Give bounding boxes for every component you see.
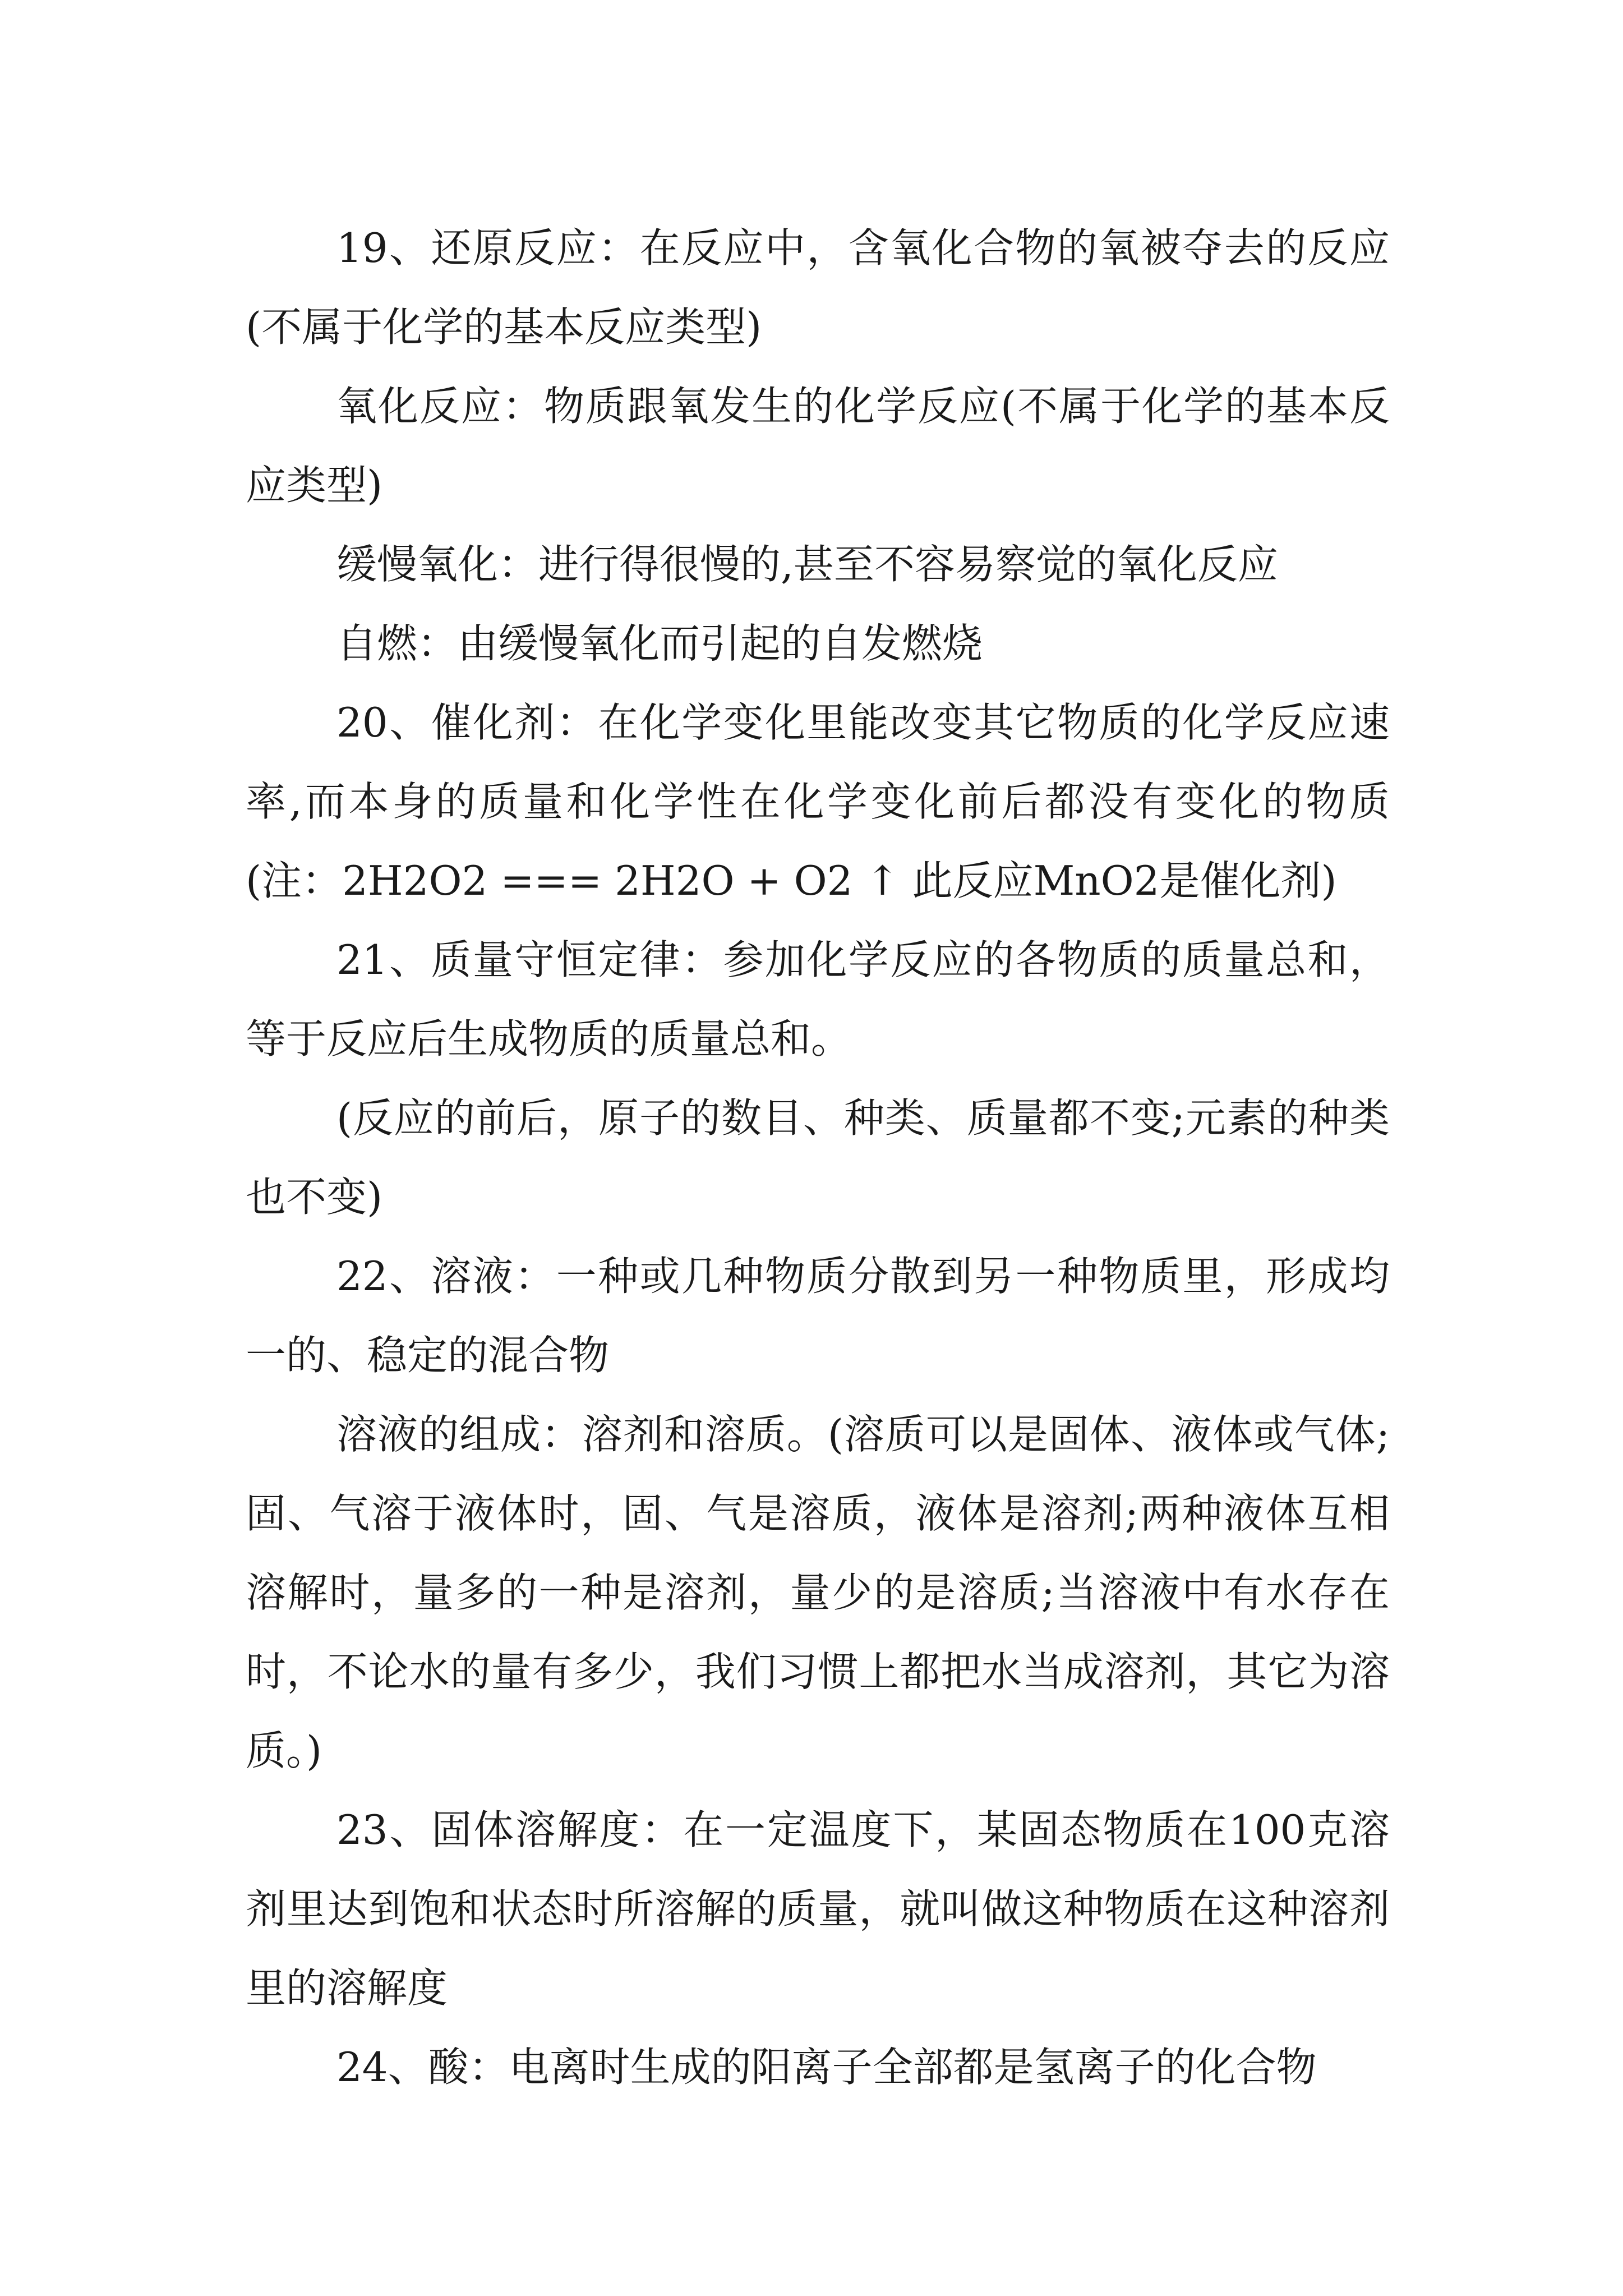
document-body bbox=[246, 209, 1390, 2107]
paragraph-spontaneous-combustion: 自燃：由缓慢氧化而引起的自发燃烧 bbox=[336, 620, 983, 667]
paragraph-reduction-reaction: 19、还原反应：在反应中，含氧化合物的氧被夺去的反应(不属于化学的基本反应类型) bbox=[246, 224, 1390, 351]
paragraph-conservation-note: (反应的前后，原子的数目、种类、质量都不变;元素的种类也不变) bbox=[246, 1094, 1390, 1221]
paragraph-solution: 22、溶液：一种或几种物质分散到另一种物质里，形成均一的、稳定的混合物 bbox=[246, 1253, 1390, 1379]
paragraph-solution-composition: 溶液的组成：溶剂和溶质。(溶质可以是固体、液体或气体;固、气溶于液体时，固、气是溶质，液体是溶剂;两种液体互相溶解时，量多的一种是溶剂，量少的是溶质;当溶液中有水存在时，不论水的量有多少，我们习惯上都把水当成溶剂，其它为溶质。) bbox=[246, 1411, 1390, 1774]
paragraph-catalyst: 20、催化剂：在化学变化里能改变其它物质的化学反应速率,而本身的质量和化学性在化学变化前后都没有变化的物质(注：2H2O2 === 2H2O + O2 ↑ 此反应MnO2是催化剂) bbox=[246, 699, 1390, 904]
paragraph-solubility: 23、固体溶解度：在一定温度下，某固态物质在100克溶剂里达到饱和状态时所溶解的质量，就叫做这种物质在这种溶剂里的溶解度 bbox=[246, 1806, 1390, 2012]
paragraph-oxidation-reaction: 氧化反应：物质跟氧发生的化学反应(不属于化学的基本反应类型) bbox=[246, 383, 1390, 509]
paragraph-acid: 24、酸：电离时生成的阳离子全部都是氢离子的化合物 bbox=[336, 2044, 1317, 2091]
paragraph-slow-oxidation: 缓慢氧化：进行得很慢的,甚至不容易察觉的氧化反应 bbox=[336, 541, 1278, 588]
paragraph-conservation-of-mass: 21、质量守恒定律：参加化学反应的各物质的质量总和，等于反应后生成物质的质量总和。 bbox=[246, 936, 1390, 1062]
